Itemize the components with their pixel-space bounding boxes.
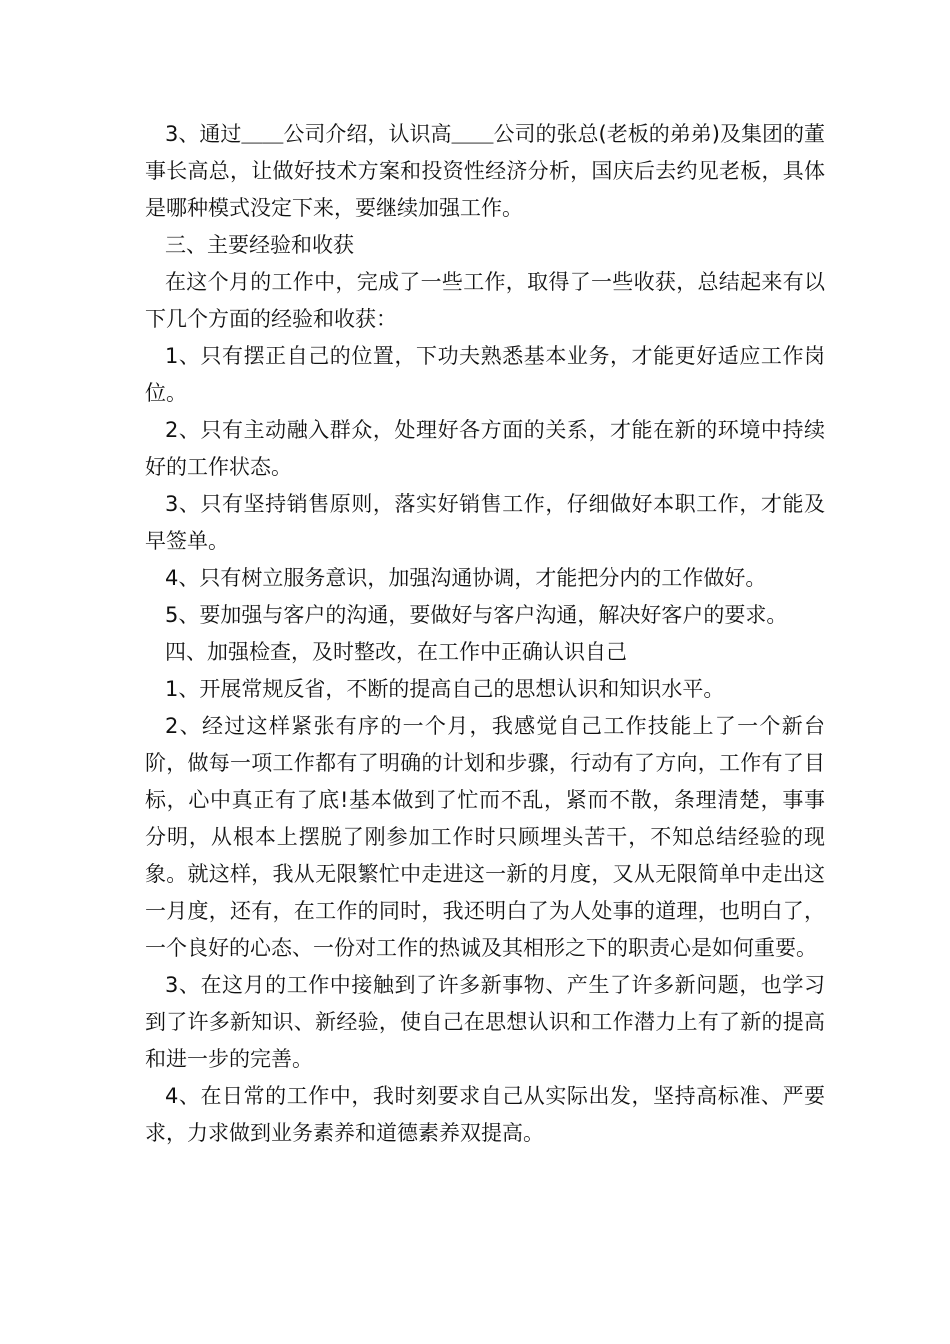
document-page bbox=[145, 116, 825, 1152]
paragraph-exp-5: 5、要加强与客户的沟通，要做好与客户沟通，解决好客户的要求。 bbox=[165, 603, 788, 627]
paragraph-exp-4: 4、只有树立服务意识，加强沟通协调，才能把分内的工作做好。 bbox=[165, 566, 767, 590]
paragraph-exp-1: 1、只有摆正自己的位置，下功夫熟悉基本业务，才能更好适应工作岗位。 bbox=[145, 344, 825, 405]
paragraph-item-3: 3、通过＿＿公司介绍，认识高＿＿公司的张总(老板的弟弟)及集团的董事长高总，让做好技术方案和投资性经济分析，国庆后去约见老板，具体是哪种模式没定下来，要继续加强工作。 bbox=[145, 122, 825, 220]
paragraph-insp-3: 3、在这月的工作中接触到了许多新事物、产生了许多新问题，也学习到了许多新知识、新经验，使自己在思想认识和工作潜力上有了新的提高和进一步的完善。 bbox=[145, 973, 825, 1071]
section-heading-inspection: 四、加强检查，及时整改，在工作中正确认识自己 bbox=[165, 640, 627, 664]
paragraph-intro: 在这个月的工作中，完成了一些工作，取得了一些收获，总结起来有以下几个方面的经验和收获： bbox=[145, 270, 825, 331]
paragraph-insp-1: 1、开展常规反省，不断的提高自己的思想认识和知识水平。 bbox=[165, 677, 725, 701]
paragraph-insp-2: 2、经过这样紧张有序的一个月，我感觉自己工作技能上了一个新台阶，做每一项工作都有了明确的计划和步骤，行动有了方向，工作有了目标，心中真正有了底!基本做到了忙而不乱，紧而不散，条理清楚，事事分明，从根本上摆脱了刚参加工作时只顾埋头苦干，不知总结经验的现象。就这样，我从无限繁忙中走进这一新的月度，又从无限简单中走出这一月度，还有，在工作的同时，我还明白了为人处事的道理，也明白了，一个良好的心态、一份对工作的热诚及其相形之下的职责心是如何重要。 bbox=[145, 714, 825, 960]
paragraph-insp-4: 4、在日常的工作中，我时刻要求自己从实际出发，坚持高标准、严要求，力求做到业务素养和道德素养双提高。 bbox=[145, 1084, 825, 1145]
paragraph-exp-3: 3、只有坚持销售原则，落实好销售工作，仔细做好本职工作，才能及早签单。 bbox=[145, 492, 825, 553]
paragraph-exp-2: 2、只有主动融入群众，处理好各方面的关系，才能在新的环境中持续好的工作状态。 bbox=[145, 418, 825, 479]
section-heading-experience: 三、主要经验和收获 bbox=[165, 233, 354, 257]
